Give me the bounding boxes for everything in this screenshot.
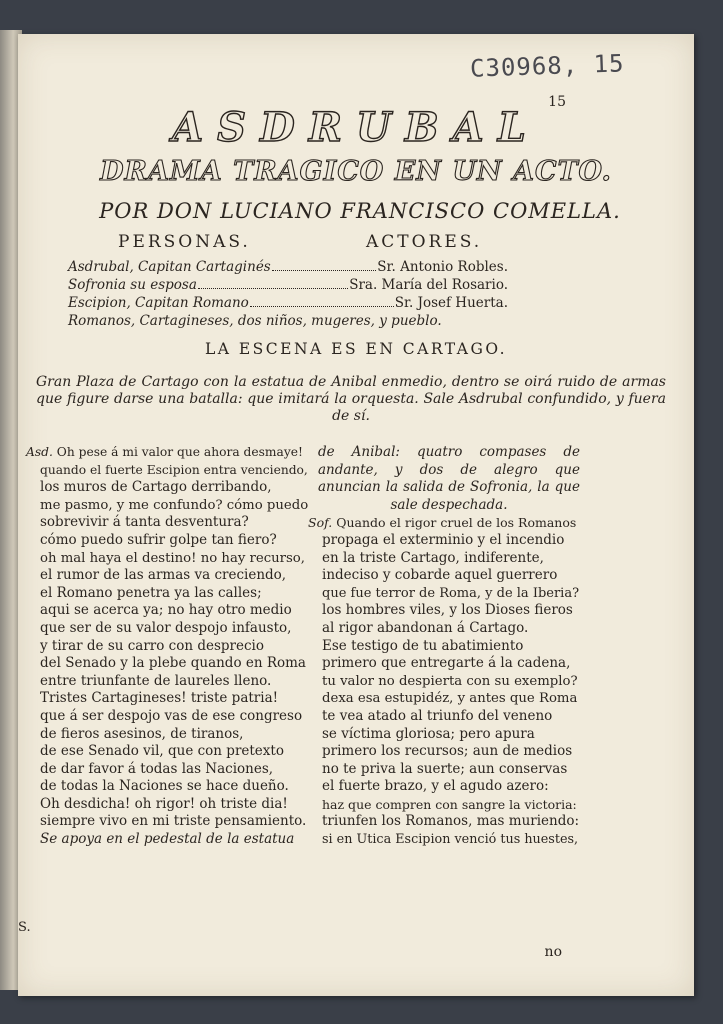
document-page [18, 34, 694, 996]
verse-line: Ese testigo de tu abatimiento [322, 637, 524, 654]
verse-line: Tristes Cartagineses! triste patria! [40, 690, 279, 707]
opening-stage-direction: Gran Plaza de Cartago con la estatua de Anibal enmedio, dentro se oirá ruido de armas que figure darse una batalla: que imitará la orquesta. Sale Asdrubal confundido, y fuera de sí. [36, 374, 666, 424]
verse-line: quando el fuerte Escipion entra venciendo, [40, 462, 308, 477]
verse-line: Oh pese á mi valor que ahora desmaye! [56, 445, 303, 459]
cast-actor: Sra. María del Rosario. [349, 277, 508, 293]
stage-note: Se apoya en el pedestal de la estatua [40, 831, 295, 848]
stage-note: de Anibal: quatro compases de andante, y dos de alegro que anuncian la salida de Sofronia, la que sale despechada. [318, 444, 580, 513]
roles-heading: PERSONAS. [118, 232, 251, 252]
verse-line: aqui se acerca ya; no hay otro medio [40, 602, 292, 619]
verse-line: primero los recursos; aun de medios [322, 743, 573, 760]
verse-line: que fue terror de Roma, y de la Iberia? [322, 585, 580, 601]
verse-line: que á ser despojo vas de ese congreso [40, 707, 303, 724]
page-number: 15 [548, 94, 566, 110]
play-title: ASDRUBAL [172, 104, 540, 151]
verse-line: siempre vivo en mi triste pensamiento. [40, 813, 307, 830]
verse-line: me pasmo, y me confundo? cómo puedo [40, 497, 309, 513]
leader-dots [272, 270, 377, 271]
text-column-right [308, 444, 580, 849]
verse-line: Oh desdicha! oh rigor! oh triste dia! [40, 795, 288, 812]
verse-line: los hombres viles, y los Dioses fieros [322, 602, 573, 619]
verse-line: el fuerte brazo, y el agudo azero: [322, 778, 549, 795]
speaker-label: Asd. [26, 445, 53, 459]
play-subtitle: DRAMA TRAGICO EN UN ACTO. [100, 156, 612, 187]
verse-line: sobrevivir á tanta desventura? [40, 514, 249, 531]
leader-dots [198, 288, 348, 289]
verse-line: indeciso y cobarde aquel guerrero [322, 567, 558, 584]
verse-line: que ser de su valor despojo infausto, [40, 619, 292, 636]
verse-line: cómo puedo sufrir golpe tan fiero? [40, 531, 277, 548]
verse-line: de todas la Naciones se hace dueño. [40, 778, 289, 795]
leader-dots [250, 306, 394, 307]
verse-line: de ese Senado vil, que con pretexto [40, 743, 284, 760]
verse-line: el Romano penetra ya las calles; [40, 584, 262, 601]
verse-line: y tirar de su carro con desprecio [40, 637, 265, 654]
cast-role: Escipion, Capitan Romano [68, 295, 249, 311]
cast-role: Sofronia su esposa [68, 277, 197, 293]
catchword: no [544, 944, 562, 960]
verse-line: al rigor abandonan á Cartago. [322, 619, 529, 636]
play-author: POR DON LUCIANO FRANCISCO COMELLA. [99, 199, 621, 223]
verse-line: propaga el exterminio y el incendio [322, 531, 565, 548]
text-column-left [26, 444, 308, 849]
verse-line: tu valor no despierta con su exemplo? [322, 673, 578, 689]
cast-row [68, 294, 508, 312]
scene-heading: LA ESCENA ES EN CARTAGO. [204, 340, 508, 358]
cast-row [68, 276, 508, 294]
verse-line: el rumor de las armas va creciendo, [40, 567, 287, 584]
verse-line: haz que compren con sangre la victoria: [322, 796, 577, 812]
speaker-label: Sof. [308, 515, 333, 531]
cast-actor: Sr. Antonio Robles. [377, 259, 508, 275]
cast-row [68, 258, 508, 276]
verse-line: de dar favor á todas las Naciones, [40, 760, 274, 777]
cast-extras: Romanos, Cartagineses, dos niños, mugeres, y pueblo. [68, 313, 442, 329]
verse-line: te vea atado al triunfo del veneno [322, 707, 553, 724]
verse-line: primero que entregarte á la cadena, [322, 655, 571, 672]
margin-mark: S. [18, 920, 31, 935]
verse-line: los muros de Cartago derribando, [40, 479, 272, 496]
verse-line: entre triunfante de laureles lleno. [40, 672, 272, 689]
verse-line: oh mal haya el destino! no hay recurso, [40, 550, 305, 566]
shelfmark: C30968, 15 [469, 49, 625, 83]
verse-line: del Senado y la plebe quando en Roma [40, 655, 306, 672]
cast-list [68, 258, 508, 330]
verse-line: no te priva la suerte; aun conservas [322, 760, 568, 777]
actors-heading: ACTORES. [366, 232, 483, 252]
verse-line: se víctima gloriosa; pero apura [322, 725, 535, 742]
verse-line: triunfen los Romanos, mas muriendo: [322, 813, 580, 830]
cast-actor: Sr. Josef Huerta. [394, 295, 508, 311]
verse-line: si en Utica Escipion venció tus huestes, [322, 832, 579, 848]
cast-role: Asdrubal, Capitan Cartaginés [68, 259, 271, 275]
verse-line: Quando el rigor cruel de los Romanos [336, 515, 577, 531]
verse-line: de fieros asesinos, de tiranos, [40, 725, 244, 742]
verse-line: dexa esa estupidéz, y antes que Roma [322, 691, 578, 707]
verse-line: en la triste Cartago, indiferente, [322, 549, 544, 566]
